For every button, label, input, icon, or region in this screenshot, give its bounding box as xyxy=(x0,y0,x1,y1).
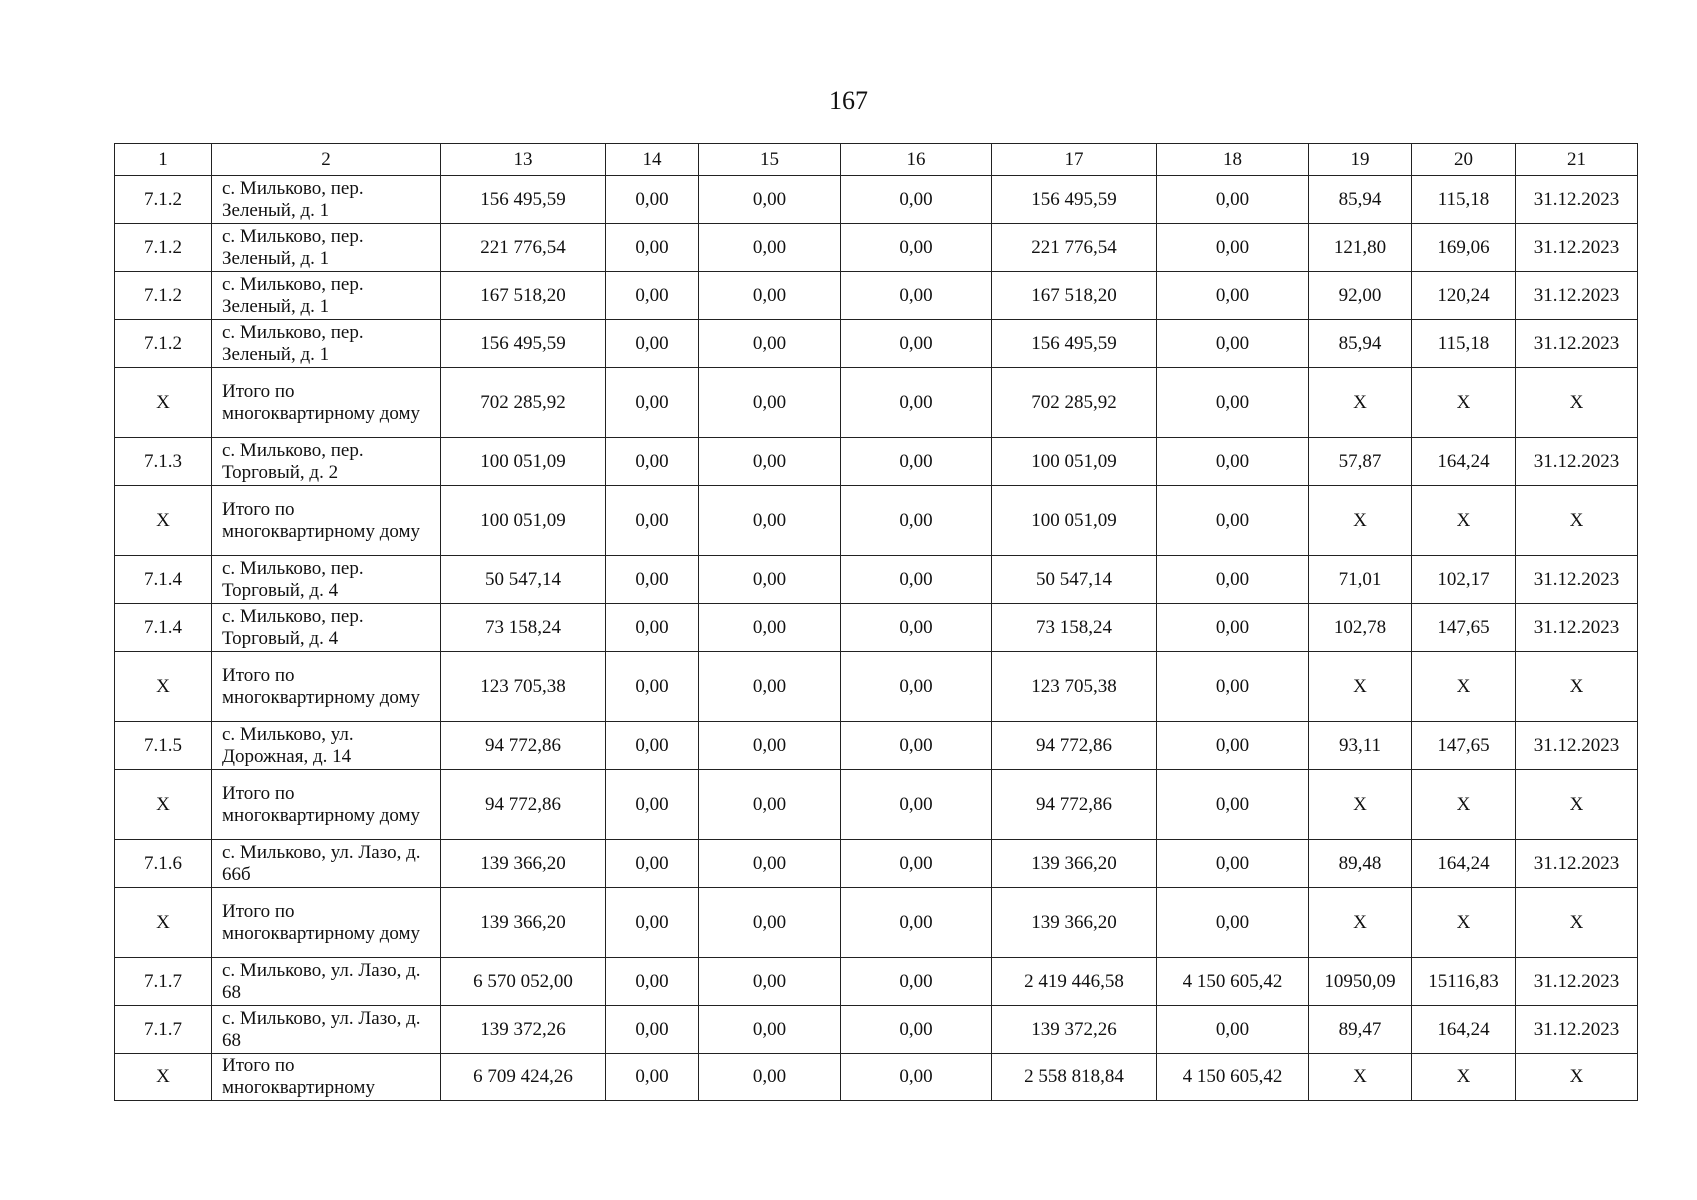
table-cell: 0,00 xyxy=(699,438,841,486)
row-number-cell: X xyxy=(115,888,212,958)
table-cell: 0,00 xyxy=(1157,840,1309,888)
table-cell: 0,00 xyxy=(606,320,699,368)
table-cell: 702 285,92 xyxy=(992,368,1157,438)
table-cell: 0,00 xyxy=(699,486,841,556)
table-cell: 31.12.2023 xyxy=(1516,272,1638,320)
table-cell: 0,00 xyxy=(841,958,992,1006)
table-cell: 0,00 xyxy=(841,224,992,272)
row-number-cell: 7.1.3 xyxy=(115,438,212,486)
table-cell: 94 772,86 xyxy=(441,722,606,770)
table-cell: 0,00 xyxy=(606,958,699,1006)
table-cell: 156 495,59 xyxy=(992,320,1157,368)
table-total-row xyxy=(115,888,1638,958)
address-cell: Итого по многоквартирному дому xyxy=(212,888,441,958)
table-cell: 123 705,38 xyxy=(441,652,606,722)
table-cell: 0,00 xyxy=(606,224,699,272)
table-cell: 0,00 xyxy=(841,176,992,224)
table-cell: 0,00 xyxy=(841,604,992,652)
table-body xyxy=(115,176,1638,1101)
table-cell: X xyxy=(1516,888,1638,958)
table-cell: 115,18 xyxy=(1412,320,1516,368)
table-cell: 31.12.2023 xyxy=(1516,556,1638,604)
column-header: 19 xyxy=(1309,144,1412,176)
table-cell: 93,11 xyxy=(1309,722,1412,770)
address-cell: с. Мильково, пер. Торговый, д. 2 xyxy=(212,438,441,486)
column-header: 20 xyxy=(1412,144,1516,176)
table-cell: 6 709 424,26 xyxy=(441,1054,606,1101)
table-cell: 6 570 052,00 xyxy=(441,958,606,1006)
table-cell: X xyxy=(1412,368,1516,438)
table-cell: 0,00 xyxy=(699,1054,841,1101)
table-cell: 50 547,14 xyxy=(441,556,606,604)
table-total-row xyxy=(115,1054,1638,1101)
table-cell: 85,94 xyxy=(1309,176,1412,224)
table-cell: 94 772,86 xyxy=(992,770,1157,840)
table-cell: 31.12.2023 xyxy=(1516,604,1638,652)
table-cell: 31.12.2023 xyxy=(1516,438,1638,486)
table-cell: 4 150 605,42 xyxy=(1157,1054,1309,1101)
address-cell: Итого по многоквартирному дому xyxy=(212,486,441,556)
table-cell: 0,00 xyxy=(841,272,992,320)
table-cell: 0,00 xyxy=(606,604,699,652)
table-cell: 0,00 xyxy=(606,1054,699,1101)
table-cell: 139 366,20 xyxy=(992,840,1157,888)
table-cell: 0,00 xyxy=(841,1054,992,1101)
table-cell: X xyxy=(1309,888,1412,958)
page-number: 167 xyxy=(829,86,868,115)
row-number-cell: X xyxy=(115,486,212,556)
table-cell: 0,00 xyxy=(841,486,992,556)
table-row xyxy=(115,224,1638,272)
table-total-row xyxy=(115,368,1638,438)
table-cell: 139 366,20 xyxy=(441,888,606,958)
address-cell: с. Мильково, пер. Зеленый, д. 1 xyxy=(212,176,441,224)
table-cell: 94 772,86 xyxy=(441,770,606,840)
table-cell: 0,00 xyxy=(1157,1006,1309,1054)
table-cell: 0,00 xyxy=(699,176,841,224)
table-row xyxy=(115,958,1638,1006)
table-cell: 0,00 xyxy=(841,556,992,604)
table-cell: 0,00 xyxy=(606,652,699,722)
table-cell: 94 772,86 xyxy=(992,722,1157,770)
table-cell: X xyxy=(1516,486,1638,556)
table-cell: 50 547,14 xyxy=(992,556,1157,604)
table-cell: 0,00 xyxy=(841,320,992,368)
table-cell: 0,00 xyxy=(699,1006,841,1054)
table-cell: 31.12.2023 xyxy=(1516,840,1638,888)
column-header: 14 xyxy=(606,144,699,176)
column-header: 17 xyxy=(992,144,1157,176)
table-cell: X xyxy=(1309,486,1412,556)
row-number-cell: X xyxy=(115,368,212,438)
table-cell: 0,00 xyxy=(841,1006,992,1054)
row-number-cell: 7.1.4 xyxy=(115,604,212,652)
table-row xyxy=(115,604,1638,652)
table-row xyxy=(115,556,1638,604)
table-cell: 0,00 xyxy=(1157,652,1309,722)
table-cell: 120,24 xyxy=(1412,272,1516,320)
address-cell: с. Мильково, пер. Торговый, д. 4 xyxy=(212,604,441,652)
table-row xyxy=(115,1006,1638,1054)
address-cell: Итого по многоквартирному xyxy=(212,1054,441,1101)
table-cell: 0,00 xyxy=(699,224,841,272)
table-cell: 147,65 xyxy=(1412,604,1516,652)
table-cell: 0,00 xyxy=(606,1006,699,1054)
table-cell: 0,00 xyxy=(1157,368,1309,438)
column-header: 15 xyxy=(699,144,841,176)
table-cell: 221 776,54 xyxy=(992,224,1157,272)
table-cell: 0,00 xyxy=(699,320,841,368)
table-cell: 0,00 xyxy=(699,958,841,1006)
table-cell: 31.12.2023 xyxy=(1516,320,1638,368)
table-row xyxy=(115,722,1638,770)
table-cell: 221 776,54 xyxy=(441,224,606,272)
table-cell: 0,00 xyxy=(606,556,699,604)
table-cell: 92,00 xyxy=(1309,272,1412,320)
table-cell: 0,00 xyxy=(606,840,699,888)
table-cell: 100 051,09 xyxy=(992,438,1157,486)
column-header: 2 xyxy=(212,144,441,176)
table-cell: 73 158,24 xyxy=(992,604,1157,652)
address-cell: с. Мильково, ул. Лазо, д. 68 xyxy=(212,958,441,1006)
table-cell: 0,00 xyxy=(1157,320,1309,368)
table-row xyxy=(115,176,1638,224)
table-cell: 156 495,59 xyxy=(992,176,1157,224)
table-cell: 0,00 xyxy=(699,652,841,722)
table-cell: 0,00 xyxy=(606,438,699,486)
table-cell: 0,00 xyxy=(606,486,699,556)
table-cell: 71,01 xyxy=(1309,556,1412,604)
row-number-cell: 7.1.2 xyxy=(115,320,212,368)
table-cell: 4 150 605,42 xyxy=(1157,958,1309,1006)
data-table xyxy=(114,143,1638,1101)
table-cell: 0,00 xyxy=(841,368,992,438)
table-cell: 0,00 xyxy=(606,272,699,320)
table-cell: 164,24 xyxy=(1412,438,1516,486)
row-number-cell: 7.1.2 xyxy=(115,176,212,224)
address-cell: с. Мильково, ул. Лазо, д. 68 xyxy=(212,1006,441,1054)
table-cell: 85,94 xyxy=(1309,320,1412,368)
address-cell: Итого по многоквартирному дому xyxy=(212,770,441,840)
table-total-row xyxy=(115,770,1638,840)
table-cell: 0,00 xyxy=(699,272,841,320)
table-cell: 31.12.2023 xyxy=(1516,1006,1638,1054)
table-header-row xyxy=(115,144,1638,176)
table-cell: 102,78 xyxy=(1309,604,1412,652)
table-cell: 100 051,09 xyxy=(992,486,1157,556)
row-number-cell: X xyxy=(115,652,212,722)
row-number-cell: 7.1.4 xyxy=(115,556,212,604)
table-cell: 2 558 818,84 xyxy=(992,1054,1157,1101)
table-cell: 139 372,26 xyxy=(441,1006,606,1054)
table-cell: 123 705,38 xyxy=(992,652,1157,722)
column-header: 21 xyxy=(1516,144,1638,176)
table-cell: 10950,09 xyxy=(1309,958,1412,1006)
row-number-cell: 7.1.2 xyxy=(115,272,212,320)
row-number-cell: 7.1.2 xyxy=(115,224,212,272)
table-total-row xyxy=(115,486,1638,556)
table-cell: 100 051,09 xyxy=(441,486,606,556)
table-cell: 0,00 xyxy=(841,770,992,840)
table-total-row xyxy=(115,652,1638,722)
table-cell: X xyxy=(1516,652,1638,722)
address-cell: с. Мильково, ул. Лазо, д. 66б xyxy=(212,840,441,888)
table-cell: 31.12.2023 xyxy=(1516,224,1638,272)
table-cell: 0,00 xyxy=(606,888,699,958)
table-cell: X xyxy=(1516,770,1638,840)
table-cell: 89,48 xyxy=(1309,840,1412,888)
address-cell: с. Мильково, пер. Зеленый, д. 1 xyxy=(212,224,441,272)
table-cell: 0,00 xyxy=(1157,604,1309,652)
table-row xyxy=(115,272,1638,320)
table-cell: 15116,83 xyxy=(1412,958,1516,1006)
table-cell: 121,80 xyxy=(1309,224,1412,272)
address-cell: с. Мильково, пер. Торговый, д. 4 xyxy=(212,556,441,604)
column-header: 1 xyxy=(115,144,212,176)
table-row xyxy=(115,320,1638,368)
table-cell: 147,65 xyxy=(1412,722,1516,770)
table-cell: 0,00 xyxy=(1157,486,1309,556)
table-cell: 57,87 xyxy=(1309,438,1412,486)
row-number-cell: X xyxy=(115,770,212,840)
table-cell: 167 518,20 xyxy=(441,272,606,320)
table-cell: 31.12.2023 xyxy=(1516,722,1638,770)
table-cell: 0,00 xyxy=(1157,722,1309,770)
address-cell: Итого по многоквартирному дому xyxy=(212,368,441,438)
table-cell: X xyxy=(1309,1054,1412,1101)
table-cell: 139 372,26 xyxy=(992,1006,1157,1054)
row-number-cell: 7.1.7 xyxy=(115,1006,212,1054)
table-cell: 73 158,24 xyxy=(441,604,606,652)
table-cell: 0,00 xyxy=(606,368,699,438)
table-cell: 102,17 xyxy=(1412,556,1516,604)
table-cell: 0,00 xyxy=(699,722,841,770)
table-cell: 115,18 xyxy=(1412,176,1516,224)
table-cell: 0,00 xyxy=(1157,272,1309,320)
table-cell: X xyxy=(1412,1054,1516,1101)
table-cell: X xyxy=(1412,888,1516,958)
row-number-cell: 7.1.5 xyxy=(115,722,212,770)
table-cell: 0,00 xyxy=(1157,438,1309,486)
table-cell: 0,00 xyxy=(606,176,699,224)
table-cell: 0,00 xyxy=(606,770,699,840)
table-cell: X xyxy=(1412,652,1516,722)
table-cell: X xyxy=(1516,368,1638,438)
table-cell: 156 495,59 xyxy=(441,320,606,368)
column-header: 18 xyxy=(1157,144,1309,176)
table-cell: 156 495,59 xyxy=(441,176,606,224)
table-cell: 0,00 xyxy=(1157,176,1309,224)
table-cell: 0,00 xyxy=(841,840,992,888)
table-cell: 2 419 446,58 xyxy=(992,958,1157,1006)
table-cell: 164,24 xyxy=(1412,840,1516,888)
address-cell: с. Мильково, пер. Зеленый, д. 1 xyxy=(212,320,441,368)
table-cell: 0,00 xyxy=(841,722,992,770)
table-cell: X xyxy=(1309,368,1412,438)
table-cell: 0,00 xyxy=(841,438,992,486)
table-cell: 0,00 xyxy=(699,840,841,888)
table-cell: X xyxy=(1412,770,1516,840)
table-cell: X xyxy=(1309,770,1412,840)
table-cell: X xyxy=(1309,652,1412,722)
table-cell: 31.12.2023 xyxy=(1516,958,1638,1006)
table-cell: 89,47 xyxy=(1309,1006,1412,1054)
address-cell: с. Мильково, ул. Дорожная, д. 14 xyxy=(212,722,441,770)
table-cell: 702 285,92 xyxy=(441,368,606,438)
row-number-cell: 7.1.6 xyxy=(115,840,212,888)
address-cell: Итого по многоквартирному дому xyxy=(212,652,441,722)
table-row xyxy=(115,840,1638,888)
table-cell: 0,00 xyxy=(699,556,841,604)
table-cell: 169,06 xyxy=(1412,224,1516,272)
table-cell: 139 366,20 xyxy=(992,888,1157,958)
table-cell: 139 366,20 xyxy=(441,840,606,888)
table-cell: 0,00 xyxy=(1157,224,1309,272)
column-header: 16 xyxy=(841,144,992,176)
table-cell: 0,00 xyxy=(841,652,992,722)
row-number-cell: 7.1.7 xyxy=(115,958,212,1006)
row-number-cell: X xyxy=(115,1054,212,1101)
table-cell: 164,24 xyxy=(1412,1006,1516,1054)
table-cell: 167 518,20 xyxy=(992,272,1157,320)
table-cell: 0,00 xyxy=(1157,888,1309,958)
table-cell: 0,00 xyxy=(841,888,992,958)
table-cell: X xyxy=(1412,486,1516,556)
address-cell: с. Мильково, пер. Зеленый, д. 1 xyxy=(212,272,441,320)
column-header: 13 xyxy=(441,144,606,176)
table-cell: 100 051,09 xyxy=(441,438,606,486)
table-cell: 0,00 xyxy=(699,770,841,840)
table-cell: 31.12.2023 xyxy=(1516,176,1638,224)
table-cell: 0,00 xyxy=(699,604,841,652)
table-cell: 0,00 xyxy=(1157,556,1309,604)
table-cell: X xyxy=(1516,1054,1638,1101)
table-cell: 0,00 xyxy=(699,888,841,958)
table-cell: 0,00 xyxy=(606,722,699,770)
table-row xyxy=(115,438,1638,486)
table-cell: 0,00 xyxy=(1157,770,1309,840)
table-cell: 0,00 xyxy=(699,368,841,438)
